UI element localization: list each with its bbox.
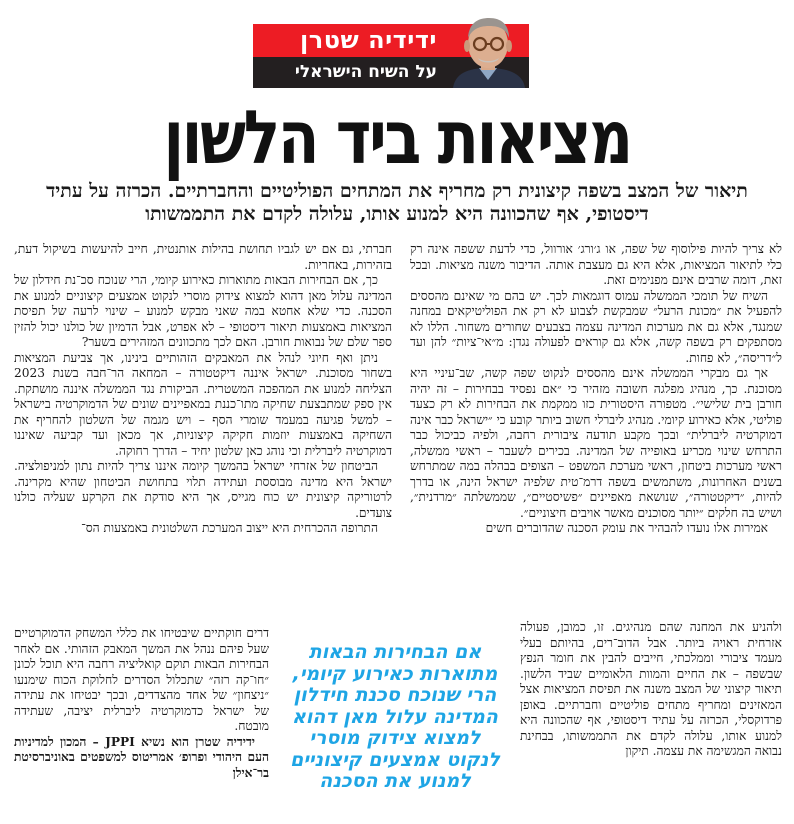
paragraph: כך, אם הבחירות הבאות מתוארות כאירוע קיומי, הרי שנוכח סכ־נת חידלון של המדינה עלול מאן דהוא למצוא צידוק מוסרי לנקוט אמצעים קיצוניים למנוע את הסכנה. כדי שלא אחטא במה שאני מבקש למנוע – שינוי לרעה של תפיסת המציאות באמצעות תיאור דיסטופי – לא אפרט, אבל הדמיון של כולנו יכול להזין ספר שלם של נבואות חורבן. האם לכך מתכוונים המזהירים בשער? xyxy=(14,273,392,349)
article-column-left-continued xyxy=(14,626,269,824)
author-portrait-icon xyxy=(445,14,531,88)
article-column-left xyxy=(14,242,392,627)
paragraph: השיח של תומכי הממשלה עמוס דוגמאות לכך. יש בהם מי שאינם מהססים להפעיל את ״מכונת הרעל״ שמבקשת לצבוע לא רק את הפוליטיקאים במחנה שמנגד, אלא גם את מערכות המדינה עצמה בצבעים שחורים משחור. הללו לא מסתפקים רק בשפה קשה, אלא גם קוראים לפעולה נגדן: מ״אי־ציות״ להן ועד ל״דריסה״, לא פחות. xyxy=(410,288,782,365)
paragraph: ולהניע את המחנה שהם מנהיגים. זו, כמובן, פעולה אזרחית ראויה ביותר. אבל הדוב־רים, בהיותם בעלי מעמד ציבורי וממלכתי, חייבים להבין את חומר הנפץ שבשפה – את החיים והמוות הלאומיים שביד הלשון. תיאור קיצוני של המצב משנה את תפיסת המציאות אצל המאזינים ומחריף מתחים פוליטיים וחברתיים. באופן פרדוקסלי, הכרזה על עתיד דיסטופי, אף שהכוונה היא למנוע אותו, עלולה לקדם את התממשותו, בבחינת נבואה המגשימה את עצמה. תיקון xyxy=(520,620,782,758)
paragraph: דרים חוקתיים שיבטיחו את כללי המשחק הדמוקרטיים שעל פיהם ננהל את המשך המאבק הזהותי. אם לאחר הבחירות הבאות תוקם קואליציה רחבה היא תוכל לכונן ״חו־קה רזה״ שתכלול הסדרים לחלוקת הכוח שימנעו ״ניצחון״ של אחד מהצדדים, ובכך יבטיחו את עתידה של ישראל כדמוקרטיה ליברלית יציבה, שעתידה מובטח. xyxy=(14,626,269,733)
paragraph: אך גם מבקרי הממשלה אינם מהססים לנקוט שפה קשה, שב־עיניי היא מסוכנת. כך, מנהיג מפלגה חשובה מזהיר כי ״אם נפסיד בבחירות – זה יהיה חורבן בית שלישי״. מטפורה היסטורית כזו ממקמת את הבחירות לא רק כצעד פוליטי, אלא כאירוע קיומי. מנהיג ליברלי חשוב ביותר קובע כי ״ישראל כבר אינה דמוקרטיה ליברלית״ ובכך מקבע תודעה ציבורית רחבה, ולפיה כביכול כבר התרחש שינוי מכריע באופייה של המדינה. בכירים לשעבר – ראשי ממשלה, ראשי מערכות ביטחון, ראשי מערכת המשפט – הצופים בבהלה במה שמתרחש בשנים האחרונות, משתמשים בשפה דרמ־טית שלפיה ישראל הינה, או בדרך להיות, ״דיקטטורה״, שנושאת מאפיינים ״פשיסטיים״, שממשלתה ״מרדנית״, ושיש בה חלקים ״יותר מסוכנים מאשר אויבים חיצוניים״. xyxy=(410,366,782,520)
article-column-right xyxy=(410,242,782,622)
column-name: על השיח הישראלי xyxy=(294,62,437,82)
article-column-right-continued xyxy=(520,620,782,824)
author-bio: ידידיה שטרן הוא נשיא JPPI – המכון למדיניות העם היהודי ופרופ׳ אמריטוס למשפטים באוניברסיטת בר־אילן xyxy=(14,734,269,780)
author-name: ידידיה שטרן xyxy=(300,26,437,54)
column-header-band xyxy=(253,24,529,88)
paragraph: חברתי, גם אם יש לגביו תחושת בהילות אותנטית, חייב להיעשות בשיקול דעת, בזהירות, באחריות. xyxy=(14,242,392,272)
pull-quote: אם הבחירות הבאות מתוארות כאירוע קיומי, הרי שנוכח סכנת חידלון המדינה עלול מאן דהוא למצוא צידוק מוסרי לנקוט אמצעים קיצוניים למנוע את הסכנה xyxy=(290,641,500,792)
paragraph: לא צריך להיות פילוסוף של שפה, או ג׳ורג׳ אורוול, כדי לדעת ששפה אינה רק כלי לתיאור המציאות, אלא היא גם מעצבת אותה. הדיבור משנה מציאות. ובכל זאת, דומה שרבים אינם מפנימים זאת. xyxy=(410,242,782,287)
paragraph: ניתן ואף חיוני לנהל את המאבקים הזהותיים בינינו, אך צביעת המציאות בשחור מסוכנת. ישראל איננה דיקטטורה – המחאה הר־חבה בשנת 2023 הצליחה למנוע את המהפכה המשטרית. הביקורת נגד הממשלה איננה מושתקת. אין ספק שמתבצעת שחיקה מתו־כננת במאפיינים שונים של הדמוקרטיה בישראל – למשל פגיעה במעמד שומרי הסף – ויש מגמה של השלטון להחריף את השחיקה באמצעות יוזמות חקיקה קיצוניות, אך מכאן ועד קביעה שאיננו דמוקרטיה ליברלית וכי נוהג כאן שלטון יחיד – הדרך רחוקה. xyxy=(14,350,392,458)
paragraph: אמירות אלו נועדו להבהיר את עומק הסכנה שהדוברים חשים xyxy=(485,521,768,535)
subheadline-deck: תיאור של המצב בשפה קיצונית רק מחריף את המתחים הפוליטיים והחברתיים. הכרזה על עתיד דיסטופי, אף שהכוונה היא למנוע אותו, עלולה לקדם את התממשותו xyxy=(46,180,748,225)
headline: מציאות ביד הלשון xyxy=(163,95,631,181)
paragraph: התרופה ההכרחית היא ייצוב המערכת השלטונית באמצעות הס־ xyxy=(81,521,378,535)
paragraph: הביטחון של אזרחי ישראל בהמשך קיומה איננו צריך להיות נתון למניפולציה. ישראל היא מדינה מבוססת ועתידה תלוי בתחושת הביטחון שהיא מקרינה. לרטוריקה קיצונית יש כוח מגייס, אך היא סודקת את הקרקע שעליה כולנו צועדים. xyxy=(14,459,392,520)
